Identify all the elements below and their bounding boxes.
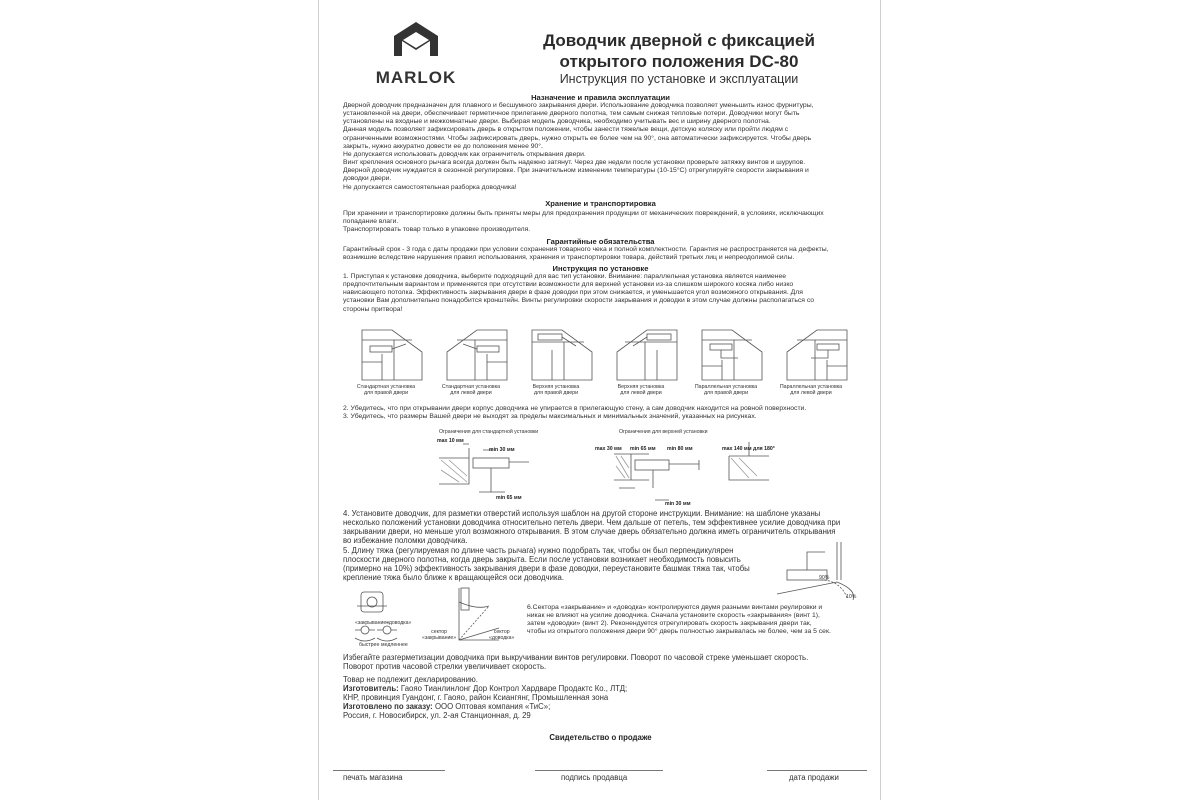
caption-line: Верхняя установка — [617, 384, 665, 390]
order-label: Изготовлено по заказу: — [343, 702, 433, 712]
dim-min30: min 30 мм — [489, 447, 515, 453]
installation-types-figures — [349, 322, 859, 384]
label-line: «закрывание» — [422, 635, 457, 641]
dim-min65: min 65 мм — [496, 495, 522, 501]
seller-signature-line — [535, 770, 663, 771]
store-stamp-label: печать магазина — [343, 773, 403, 782]
maker-address: КНР, провинция Гуандонг, г. Гаояо, район Ксиангянг, Промышленная зона — [343, 693, 609, 703]
storage-text — [343, 210, 824, 234]
closing-label: «закрывание» — [355, 620, 390, 626]
text-line: Данная модель позволяет зафиксировать дверь в открытом положении, чтобы занести тяжелые вещи, детскую коляску или пройти людям с — [343, 126, 789, 134]
text-line: 1. Приступая к установке доводчика, выберите подходящий для вас тип установки. Внимание: параллельная установка является наименее — [343, 273, 786, 280]
caption-line: Параллельная установка — [694, 384, 758, 390]
text-line: закрывании двери, но меньше угол возможного открывания. В этом случае дверь обязательно должна иметь ограничитель открывания — [343, 527, 836, 537]
caption-line: Стандартная установка — [356, 384, 416, 390]
text-line: крепление тяжа было ближе к вращающейся оси доводчика. — [343, 573, 565, 583]
standard-limits-caption: Ограничения для стандартной установки — [439, 429, 539, 435]
standard-right-figure — [362, 330, 422, 380]
text-line: установлены на входные и межкомнатные двери. Выбирая модель доводчика, необходимо учитывать вес и ширину дверного полотна. — [343, 118, 771, 126]
p10-label: 10% — [846, 594, 857, 600]
text-line: установки Вам дополнительно понадобится кронштейн. Винты регулировки скорости закрывания и доводки в этом случае должны располагаться со — [343, 297, 815, 305]
slow-label: медленнее — [381, 642, 408, 648]
text-line: затем «доводки» (винт 2). Реконендуется отрегулировать скорость закрывания двери так, — [527, 620, 812, 628]
text-line: Гарантийный срок - 3 года с даты продажи при условии сохранения товарного чека и полной комплектности. Гарантия не распространяется на дефекты, — [343, 246, 829, 253]
text-line: Транспортировать товар только в упаковке производителя. — [343, 226, 531, 234]
text-line: предпочтительным вариантом и применяется при отсутствии возможности для верхней установки из-за слишком широкого косяка либо низко — [343, 281, 794, 289]
install-step-1 — [343, 273, 814, 314]
warnings — [343, 653, 808, 671]
install-step-4 — [343, 509, 840, 545]
text-line: доводки двери. — [343, 175, 392, 183]
text-line: нависающего потолка. Эффективность закрывания двери в фазе доводки при этом снижается, и уменьшается угол возможного открывания. Для — [343, 289, 803, 297]
dim-min30-top: min 30 мм — [665, 501, 691, 507]
parallel-left-figure — [787, 330, 847, 380]
order-address: Россия, г. Новосибирск, ул. 2-ая Станционная, д. 29 — [343, 711, 531, 721]
top-limits-caption: Ограничения для верхней установки — [619, 429, 708, 435]
caption-line: для левой двери — [450, 390, 492, 397]
top-left-figure — [617, 330, 677, 380]
install-step-2-3 — [343, 405, 806, 421]
instruction-sheet — [318, 0, 881, 800]
purpose-text — [343, 102, 813, 192]
p90-label: 90% — [819, 575, 830, 581]
fast-label: быстрее — [359, 642, 380, 648]
text-line: возникшие вследствие нарушения правил использования, хранения и транспортировки товара, действий третьих лиц и непреодолимой силы. — [343, 254, 795, 262]
text-line: попадание влаги. — [343, 218, 399, 226]
title-line-2: открытого положения DC-80 — [559, 52, 799, 71]
figure-caption — [598, 384, 684, 396]
text-line: Поворот против часовой стрелки увеличивает скорость. — [343, 662, 547, 672]
text-line: плоскости дверного полотна, когда дверь закрыта. Если после установки возникает необходимость повысить — [343, 555, 741, 565]
text-line: во избежание поломки доводчика. — [343, 536, 468, 546]
dim-min80: min 80 мм — [667, 446, 693, 452]
text-line: закрыть, нужно аккуратно довести ее до положения менее 90°. — [343, 142, 543, 150]
text-line: Дверной доводчик предназначен для плавного и бесшумного закрывания двери. Использование доводчика позволяет уменьшить износ фурнитуры, — [343, 102, 814, 109]
purpose-heading: Назначение и правила эксплуатации — [531, 93, 670, 102]
caption-line: Верхняя установка — [532, 384, 580, 390]
text-line: Избегайте разгерметизации доводчика при выкручивании винтов регулировки. Поворот по часовой стреке уменьшает скорость. — [343, 653, 809, 662]
sector-finishing-label — [489, 629, 514, 641]
maker-label: Изготовитель: — [343, 684, 399, 694]
sector-closing-label — [422, 629, 456, 641]
text-line: 6.Сектора «закрывание» и «доводка» контролируются двумя разными винтами реулировки и — [527, 604, 823, 611]
text-line: 2. Убедитесь, что при открывании двери корпус доводчика не упирается в прилегающую стену, а сам доводчик находится на ровной поверхности. — [343, 405, 807, 412]
text-line: стороны притвора! — [343, 305, 403, 313]
text-line: Дверной доводчик нуждается в сезонной регулировке. При значительном изменении температуры (10-15°С) отрегулируйте скорости закрывания и — [343, 167, 809, 175]
figure-caption — [428, 384, 514, 396]
caption-line: для левой двери — [620, 390, 662, 397]
text-line: несколько положений установки доводчика относительно петель двери. Чем дальше от петель, тем эффективнее усилие доводчика при — [343, 518, 841, 528]
page-subtitle: Инструкция по установке и эксплуатации — [559, 72, 799, 86]
install-heading: Инструкция по установке — [552, 264, 649, 273]
install-step-6 — [527, 604, 831, 637]
no-declaration: Товар не подлежит декларированию. — [343, 675, 478, 684]
caption-line: для левой двери — [790, 390, 832, 397]
text-line: 5. Длину тяжа (регулируемая по длине часть рычага) нужно подобрать так, чтобы он был перпендикулярен — [343, 546, 734, 555]
caption-line: для правой двери — [363, 390, 409, 397]
label-line: сектор — [431, 629, 448, 635]
text-line: Винт крепления основного рычага всегда должен быть надежно затянут. Через две недели после установки проверьте затяжку винтов и шурупов. — [343, 159, 806, 167]
figure-caption — [683, 384, 769, 396]
text-line: 4. Установите доводчик, для разметки отверстий используя шаблон на другой стороне инструкции. Внимание: на шаблоне указаны — [343, 509, 821, 518]
install-step-5 — [343, 546, 750, 582]
caption-line: для правой двери — [703, 390, 749, 397]
sale-certificate-heading: Свидетельство о продаже — [549, 733, 652, 742]
figure-caption — [343, 384, 429, 396]
text-line: Не допускается самостоятельная разборка доводчика! — [343, 183, 517, 191]
maker-value: Гаояо Тианлинлонг Дор Контрол Хардваре Продактс Ко., ЛТД; — [398, 684, 628, 694]
figure-caption — [513, 384, 599, 396]
text-line: При хранении и транспортировке должны быть приняты меры для предохранения продукции от механических повреждений, в условиях, исключающих — [343, 210, 824, 217]
text-line: никак не влияют на усилие доводчика. Сначала установите скорость «закрывания» (винт 1), — [527, 612, 820, 620]
text-line: ограниченными возможностями. Чтобы зафиксировать дверь, нужно открыть ее более чем на 90°, она автоматически зафиксируется. Чтобы дверь — [343, 134, 812, 142]
store-stamp-line — [333, 770, 445, 771]
arm-adjustment-figure — [767, 540, 867, 602]
label-line: «доводка» — [489, 635, 515, 641]
sale-date-line — [767, 770, 867, 771]
warranty-heading: Гарантийные обязательства — [546, 237, 655, 246]
figure-caption — [768, 384, 854, 396]
text-line: чтобы из открытого положения двери 90° дверь полностью закрывалась не более, чем за 5 сек. — [527, 628, 831, 636]
dim-max10: max 10 мм — [437, 438, 464, 444]
text-line: 3. Убедитесь, что размеры Вашей двери не выходят за пределы максимальных и минимальных значений, указанных на рисунках. — [343, 413, 757, 421]
order-value: ООО Оптовая компания «ТиС»; — [432, 702, 551, 712]
title-line-1: Доводчик дверной с фиксацией — [543, 31, 815, 50]
sale-date-label: дата продажи — [789, 773, 839, 782]
seller-signature-label: подпись продавца — [561, 773, 628, 782]
manufacturer-info — [343, 675, 627, 720]
caption-line: для правой двери — [533, 390, 579, 397]
dim-max30: max 30 мм — [595, 446, 622, 452]
standard-left-figure — [447, 330, 507, 380]
text-line: Не допускается использовать доводчик как ограничитель открывания двери. — [343, 150, 586, 158]
warranty-text — [343, 246, 829, 262]
caption-line: Параллельная установка — [779, 384, 843, 390]
top-right-figure — [532, 330, 592, 380]
dim-max140: max 140 мм для 180° — [722, 446, 775, 452]
caption-line: Стандартная установка — [441, 384, 501, 390]
storage-heading: Хранение и транспортировка — [545, 199, 656, 208]
text-line: установленной на двери, обеспечивает герметичное прилегание дверного полотна, тем самым снижая тепловые потери. Доводчики могут быть — [343, 110, 800, 118]
brand-name: MARLOK — [375, 68, 457, 87]
text-line: (примерно на 10%) эффективность закрывания двери в фазе доводки, переустановите башмак тяжа так, чтобы — [343, 564, 750, 574]
finishing-label: «доводка» — [386, 620, 412, 626]
dim-min65-top: min 65 мм — [630, 446, 656, 452]
marlok-logo-icon — [391, 20, 441, 60]
parallel-right-figure — [702, 330, 762, 380]
label-line: сектор — [493, 629, 510, 635]
page-title — [499, 30, 859, 72]
